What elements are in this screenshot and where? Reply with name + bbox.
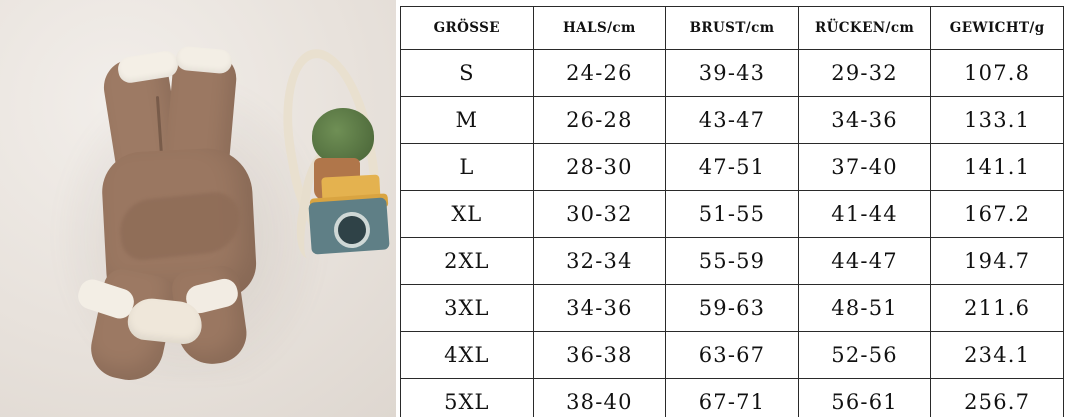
cell-chest: 43-47 (666, 97, 799, 144)
cell-chest: 55-59 (666, 238, 799, 285)
cell-chest: 67-71 (666, 379, 799, 417)
table-row (401, 379, 1064, 417)
cell-chest: 63-67 (666, 332, 799, 379)
cell-weight: 194.7 (931, 238, 1064, 285)
product-photo (0, 0, 396, 417)
cell-neck: 26-28 (533, 97, 666, 144)
cell-back: 48-51 (798, 285, 931, 332)
cell-back: 52-56 (798, 332, 931, 379)
column-header-size: GRÖSSE (401, 7, 534, 50)
cell-neck: 24-26 (533, 50, 666, 97)
cell-neck: 38-40 (533, 379, 666, 417)
table-row (401, 332, 1064, 379)
cell-size: XL (401, 191, 534, 238)
cell-size: L (401, 144, 534, 191)
cell-chest: 51-55 (666, 191, 799, 238)
cell-size: 3XL (401, 285, 534, 332)
size-table-container (396, 0, 1078, 417)
cell-chest: 47-51 (666, 144, 799, 191)
cell-weight: 107.8 (931, 50, 1064, 97)
size-table (400, 6, 1064, 417)
table-row (401, 144, 1064, 191)
cell-size: 5XL (401, 379, 534, 417)
cell-back: 37-40 (798, 144, 931, 191)
column-header-neck: HALS/cm (533, 7, 666, 50)
cell-weight: 256.7 (931, 379, 1064, 417)
size-table-head (401, 7, 1064, 50)
cell-neck: 30-32 (533, 191, 666, 238)
column-header-weight: GEWICHT/g (931, 7, 1064, 50)
cell-neck: 36-38 (533, 332, 666, 379)
cell-chest: 59-63 (666, 285, 799, 332)
cell-size: S (401, 50, 534, 97)
cell-weight: 234.1 (931, 332, 1064, 379)
table-row (401, 238, 1064, 285)
cell-back: 41-44 (798, 191, 931, 238)
table-row (401, 50, 1064, 97)
cell-weight: 133.1 (931, 97, 1064, 144)
cell-weight: 211.6 (931, 285, 1064, 332)
garment-cuff-front-right (175, 46, 233, 75)
table-row (401, 285, 1064, 332)
cell-back: 34-36 (798, 97, 931, 144)
plant-prop-foliage (312, 108, 374, 164)
cell-size: M (401, 97, 534, 144)
cell-size: 2XL (401, 238, 534, 285)
cell-back: 29-32 (798, 50, 931, 97)
table-row (401, 97, 1064, 144)
table-header-row (401, 7, 1064, 50)
cell-neck: 32-34 (533, 238, 666, 285)
table-row (401, 191, 1064, 238)
cell-neck: 28-30 (533, 144, 666, 191)
cell-neck: 34-36 (533, 285, 666, 332)
cell-chest: 39-43 (666, 50, 799, 97)
size-table-body (401, 50, 1064, 417)
column-header-chest: BRUST/cm (666, 7, 799, 50)
cell-weight: 167.2 (931, 191, 1064, 238)
cell-back: 56-61 (798, 379, 931, 417)
column-header-back: RÜCKEN/cm (798, 7, 931, 50)
cell-size: 4XL (401, 332, 534, 379)
cell-weight: 141.1 (931, 144, 1064, 191)
cell-back: 44-47 (798, 238, 931, 285)
